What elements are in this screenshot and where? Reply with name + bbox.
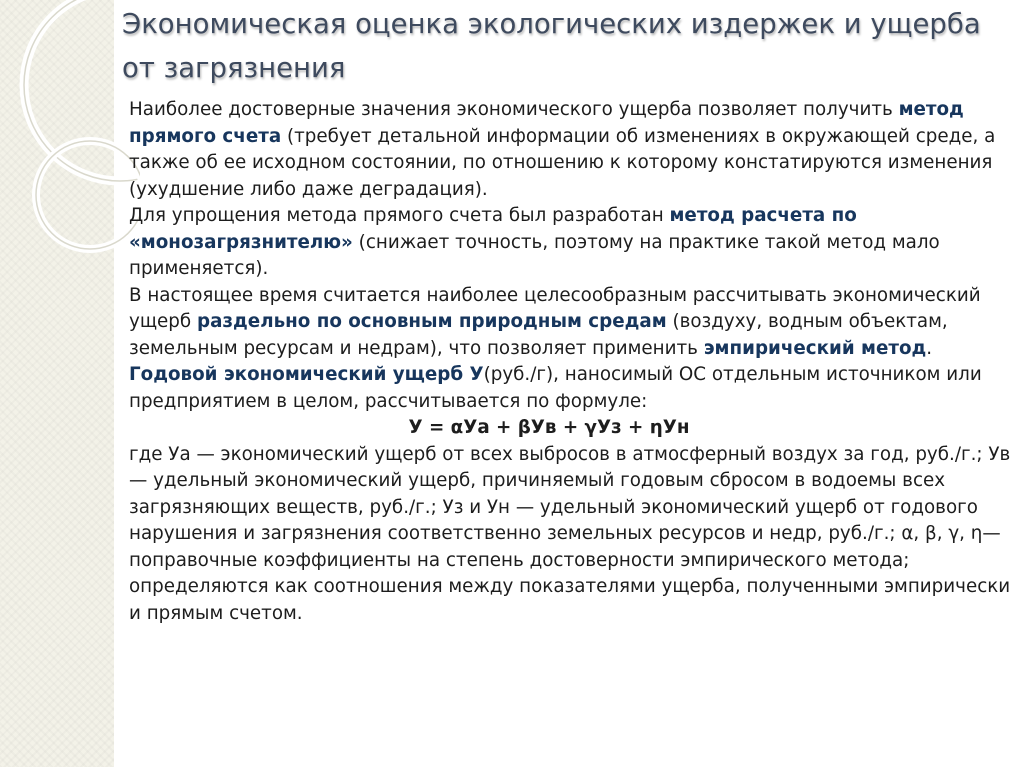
decorative-circles-graphic	[0, 0, 140, 260]
highlight-term: раздельно по основным природным средам	[196, 311, 667, 332]
text: (снижает точность, поэтому на практике такой метод мало применяется).	[129, 231, 940, 279]
highlight-term: Годовой экономический ущерб У	[129, 364, 484, 385]
paragraph-direct-method	[129, 97, 1019, 203]
text: .	[926, 337, 933, 359]
slide-body	[129, 97, 1019, 627]
text: Для упрощения метода прямого счета был разработан	[129, 205, 670, 226]
text: Наиболее достоверные значения экономического ущерба позволяет получить	[129, 99, 899, 120]
formula: У = αУа + βУв + γУз + ηУн	[408, 417, 690, 438]
paragraph-annual-damage	[129, 362, 1019, 415]
paragraph-empirical-method	[129, 283, 1019, 363]
text: (требует детальной информации об изменениях в окружающей среде, а также об ее исходном состоянии, по отношению к которому констатируются изменения (ухудшение либо даже деградация).	[129, 125, 996, 200]
paragraph-legend: где Уа — экономический ущерб от всех выбросов в атмосферный воздух за год, руб./г.; Ув — удельный экономический ущерб, причиняемый годовым сбросом в водоемы всех загрязняющих веществ, руб./г.; Уз и Ун — удельный экономический ущерб от годового нарушения и загрязнения соответственно земельных ресурсов и недр, руб./г.; α, β, γ, η— поправочные коэффициенты на степень достоверности эмпирического метода; определяются как соотношения между показателями ущерба, полученными эмпирически и прямым счетом.	[129, 443, 1011, 624]
text: (руб./г), наносимый ОС отдельным источником или предприятием в целом, рассчитывается по формуле:	[129, 364, 982, 412]
highlight-term: метод расчета по «монозагрязнителю»	[129, 205, 857, 253]
text: (воздуху, водным объектам, земельным ресурсам и недрам), что позволяет применить	[129, 311, 948, 359]
text: В настоящее время считается наиболее целесообразным рассчитывать экономический ущерб	[129, 284, 981, 332]
slide-title: Экономическая оценка экологических издержек и ущерба от загрязнения	[122, 8, 981, 84]
highlight-term: эмпирический метод	[703, 337, 927, 359]
highlight-term: метод прямого счета	[129, 99, 964, 147]
paragraph-monopollutant-method	[129, 203, 1019, 283]
